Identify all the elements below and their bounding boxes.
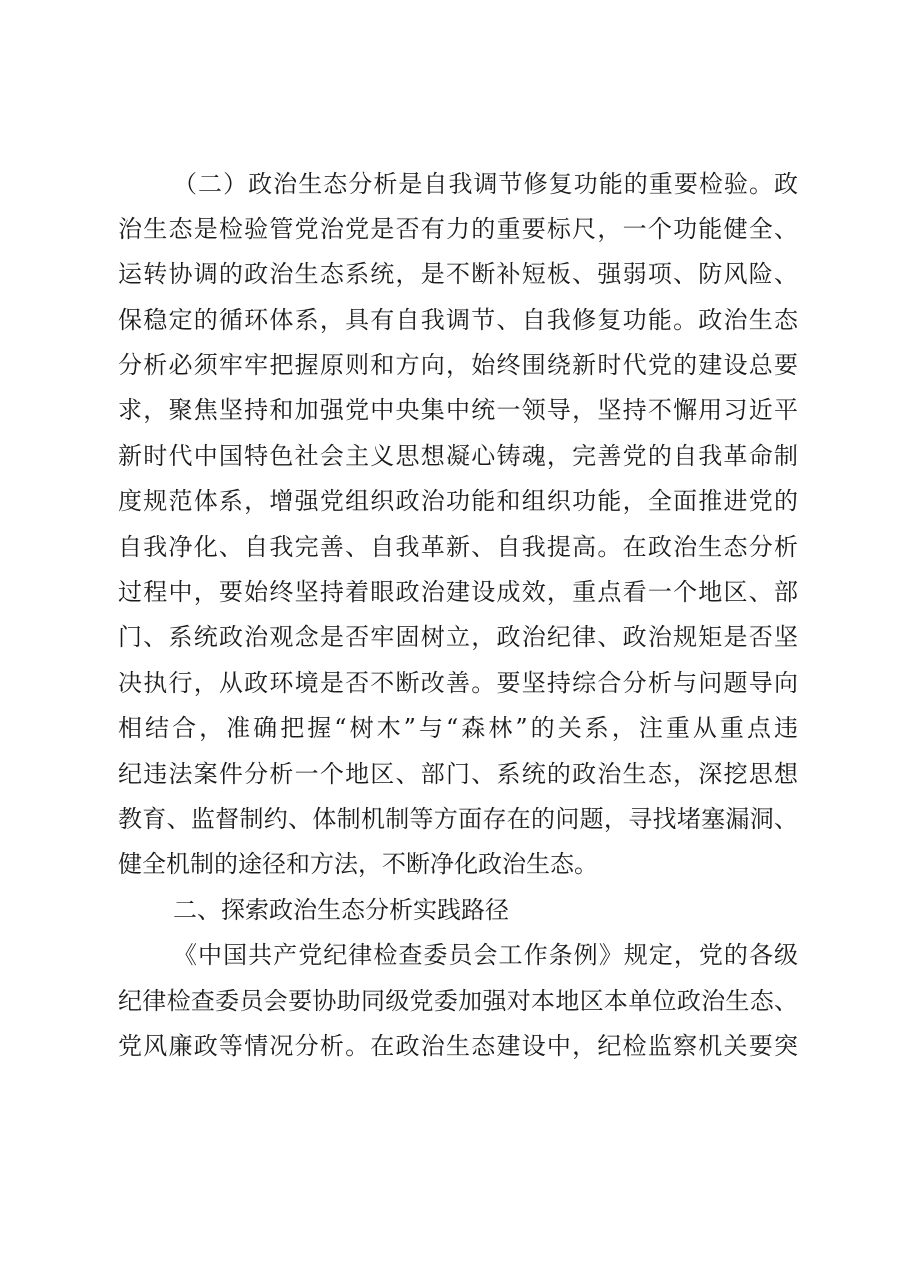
paragraph-line: 健全机制的途径和方法，不断净化政治生态。 <box>118 850 598 878</box>
paragraph-line: 纪律检查委员会要协助同级党委加强对本地区本单位政治生态、 <box>118 987 798 1015</box>
paragraph-line: 保稳定的循环体系，具有自我调节、自我修复功能。政治生态 <box>118 306 798 334</box>
paragraph-line: 自我净化、自我完善、自我革新、自我提高。在政治生态分析 <box>118 533 798 561</box>
paragraph-line: 纪违法案件分析一个地区、部门、系统的政治生态，深挖思想 <box>118 760 798 788</box>
paragraph-line: （二）政治生态分析是自我调节修复功能的重要检验。政 <box>173 170 798 198</box>
paragraph-line: 党风廉政等情况分析。在政治生态建设中，纪检监察机关要突 <box>118 1032 798 1060</box>
paragraph-line: 治生态是检验管党治党是否有力的重要标尺，一个功能健全、 <box>118 215 798 243</box>
paragraph-line: 决执行，从政环境是否不断改善。要坚持综合分析与问题导向 <box>118 669 798 697</box>
paragraph-line: 《中国共产党纪律检查委员会工作条例》规定，党的各级 <box>173 941 798 969</box>
paragraph-line: 相结合，准确把握“树木”与“森林”的关系，注重从重点违 <box>118 714 798 742</box>
paragraph-line: 求，聚焦坚持和加强党中央集中统一领导，坚持不懈用习近平 <box>118 396 798 424</box>
paragraph-line: 教育、监督制约、体制机制等方面存在的问题，寻找堵塞漏洞、 <box>118 805 798 833</box>
paragraph-line: 分析必须牢牢把握原则和方向，始终围绕新时代党的建设总要 <box>118 351 798 379</box>
paragraph-line: 过程中，要始终坚持着眼政治建设成效，重点看一个地区、部 <box>118 578 798 606</box>
paragraph-line: 门、系统政治观念是否牢固树立，政治纪律、政治规矩是否坚 <box>118 623 798 651</box>
section-heading: 二、探索政治生态分析实践路径 <box>173 896 509 924</box>
paragraph-line: 新时代中国特色社会主义思想凝心铸魂，完善党的自我革命制 <box>118 442 798 470</box>
paragraph-line: 度规范体系，增强党组织政治功能和组织功能，全面推进党的 <box>118 487 798 515</box>
paragraph-line: 运转协调的政治生态系统，是不断补短板、强弱项、防风险、 <box>118 260 798 288</box>
